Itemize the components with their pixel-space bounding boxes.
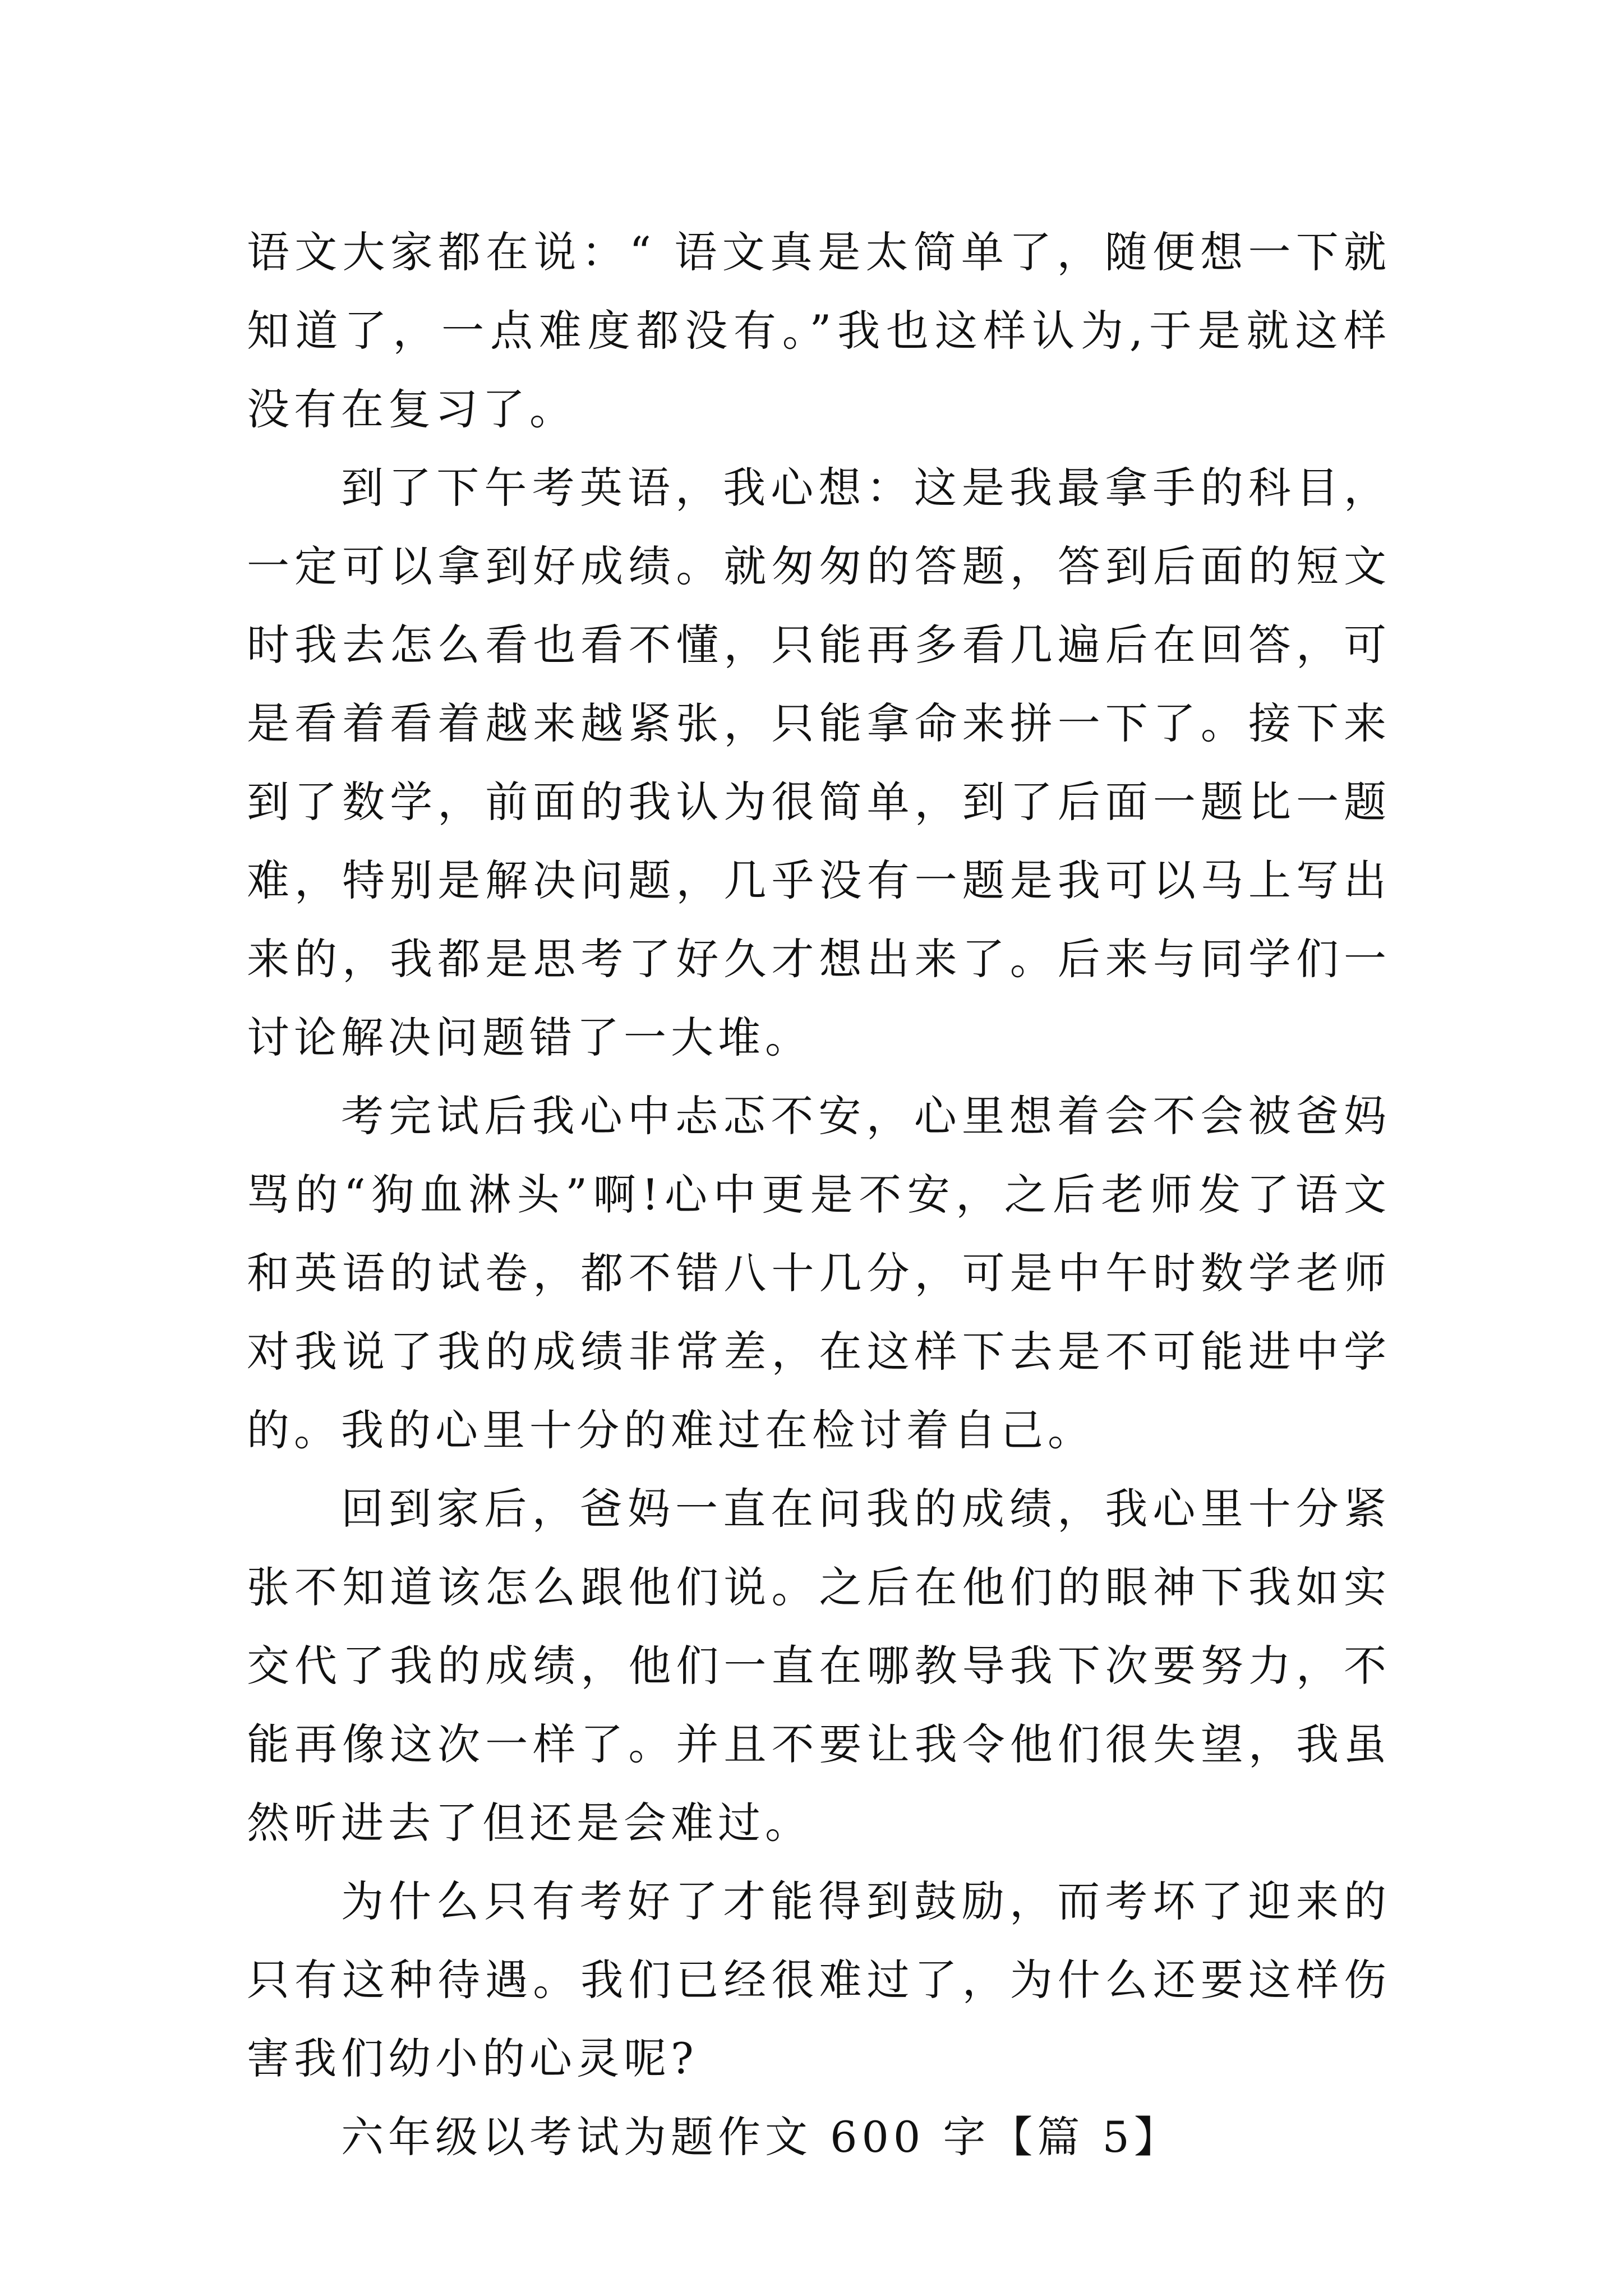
paragraph-3: 考完试后我心中忐忑不安，心里想着会不会被爸妈骂的“狗血淋头”啊!心中更是不安，之后老师发了语文和英语的试卷，都不错八十几分，可是中午时数学老师对我说了我的成绩非常差，在这样下去是不可能进中学的。我的心里十分的难过在检讨着自己。: [247, 1091, 1391, 1455]
paragraph-5: 为什么只有考好了才能得到鼓励，而考坏了迎来的只有这种待遇。我们已经很难过了，为什么还要这样伤害我们幼小的心灵呢?: [247, 1876, 1391, 2083]
document-body: [247, 213, 1391, 2177]
paragraph-2: 到了下午考英语，我心想：这是我最拿手的科目，一定可以拿到好成绩。就匆匆的答题，答到后面的短文时我去怎么看也看不懂，只能再多看几遍后在回答，可是看着看着越来越紧张，只能拿命来拼一下了。接下来到了数学，前面的我认为很简单，到了后面一题比一题难，特别是解决问题，几乎没有一题是我可以马上写出来的，我都是思考了好久才想出来了。后来与同学们一讨论解决问题错了一大堆。: [247, 463, 1391, 1062]
section-heading: 六年级以考试为题作文 600 字【篇 5】: [341, 2112, 1181, 2162]
paragraph-4: 回到家后，爸妈一直在问我的成绩，我心里十分紧张不知道该怎么跟他们说。之后在他们的眼神下我如实交代了我的成绩，他们一直在哪教导我下次要努力，不能再像这次一样了。并且不要让我令他们很失望，我虽然听进去了但还是会难过。: [247, 1484, 1391, 1848]
paragraph-1: 语文大家都在说：“ 语文真是太简单了，随便想一下就知道了，一点难度都没有。”我也这样认为,于是就这样没有在复习了。: [247, 227, 1391, 434]
